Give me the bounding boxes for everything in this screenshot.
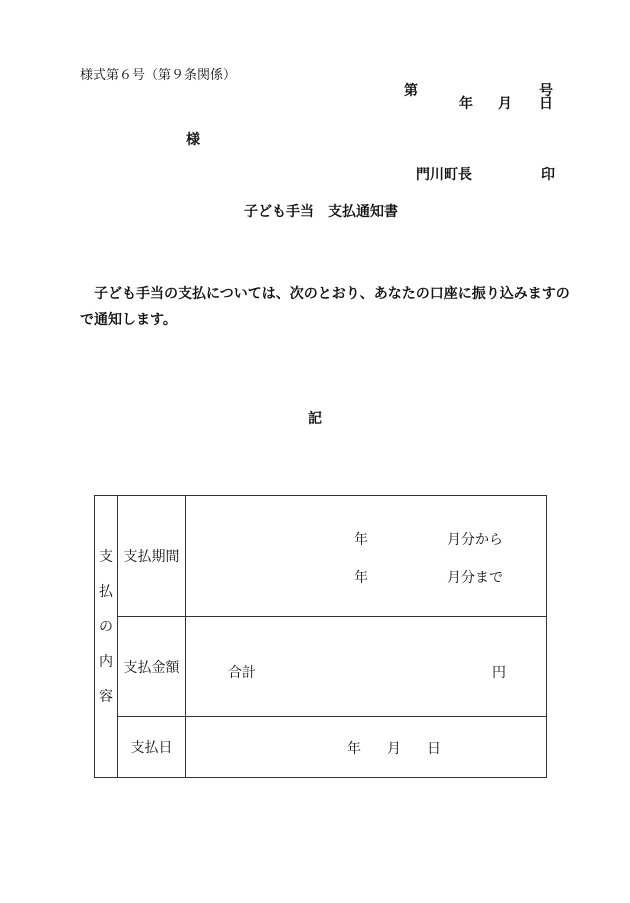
pay-date-year: 年 [347,741,361,757]
date-month: 月 [498,96,512,112]
amount-yen: 円 [492,665,506,681]
vertical-label-cell [95,496,118,778]
recipient-suffix: 様 [186,132,200,148]
period-to-year: 年 [354,570,368,586]
date-label: 支払日 [118,717,186,778]
pay-date-month: 月 [387,741,401,757]
issuer-seal: 印 [541,167,555,183]
vertical-label-char: 内 [99,654,113,670]
vertical-label-char: 容 [99,689,113,705]
ki-label: 記 [308,411,322,427]
amount-value-cell [186,617,547,717]
vertical-label-char: 支 [99,549,113,565]
issuer-name: 門川町長 [416,167,472,183]
number-suffix: 号 [539,83,553,99]
number-prefix: 第 [404,83,418,99]
payment-content-table [94,495,547,778]
pay-date-day: 日 [427,741,441,757]
body-line-1: 子ども手当の支払については、次のとおり、あなたの口座に振り込みますの [94,286,570,302]
period-from-month: 月分から [447,532,503,548]
period-label: 支払期間 [118,496,186,617]
amount-total-label: 合計 [228,665,256,681]
date-value-cell [186,717,547,778]
period-from-year: 年 [354,532,368,548]
vertical-label-char: の [99,619,113,635]
date-day: 日 [539,96,553,112]
period-to-month: 月分まで [447,570,503,586]
form-id: 様式第６号（第９条関係） [80,68,237,83]
document-title: 子ども手当 支払通知書 [244,204,398,220]
body-line-2: で通知します。 [80,312,177,328]
date-year: 年 [459,96,473,112]
amount-label: 支払金額 [118,617,186,717]
period-value-cell [186,496,547,617]
vertical-label [95,540,117,715]
vertical-label-char: 払 [99,584,113,600]
